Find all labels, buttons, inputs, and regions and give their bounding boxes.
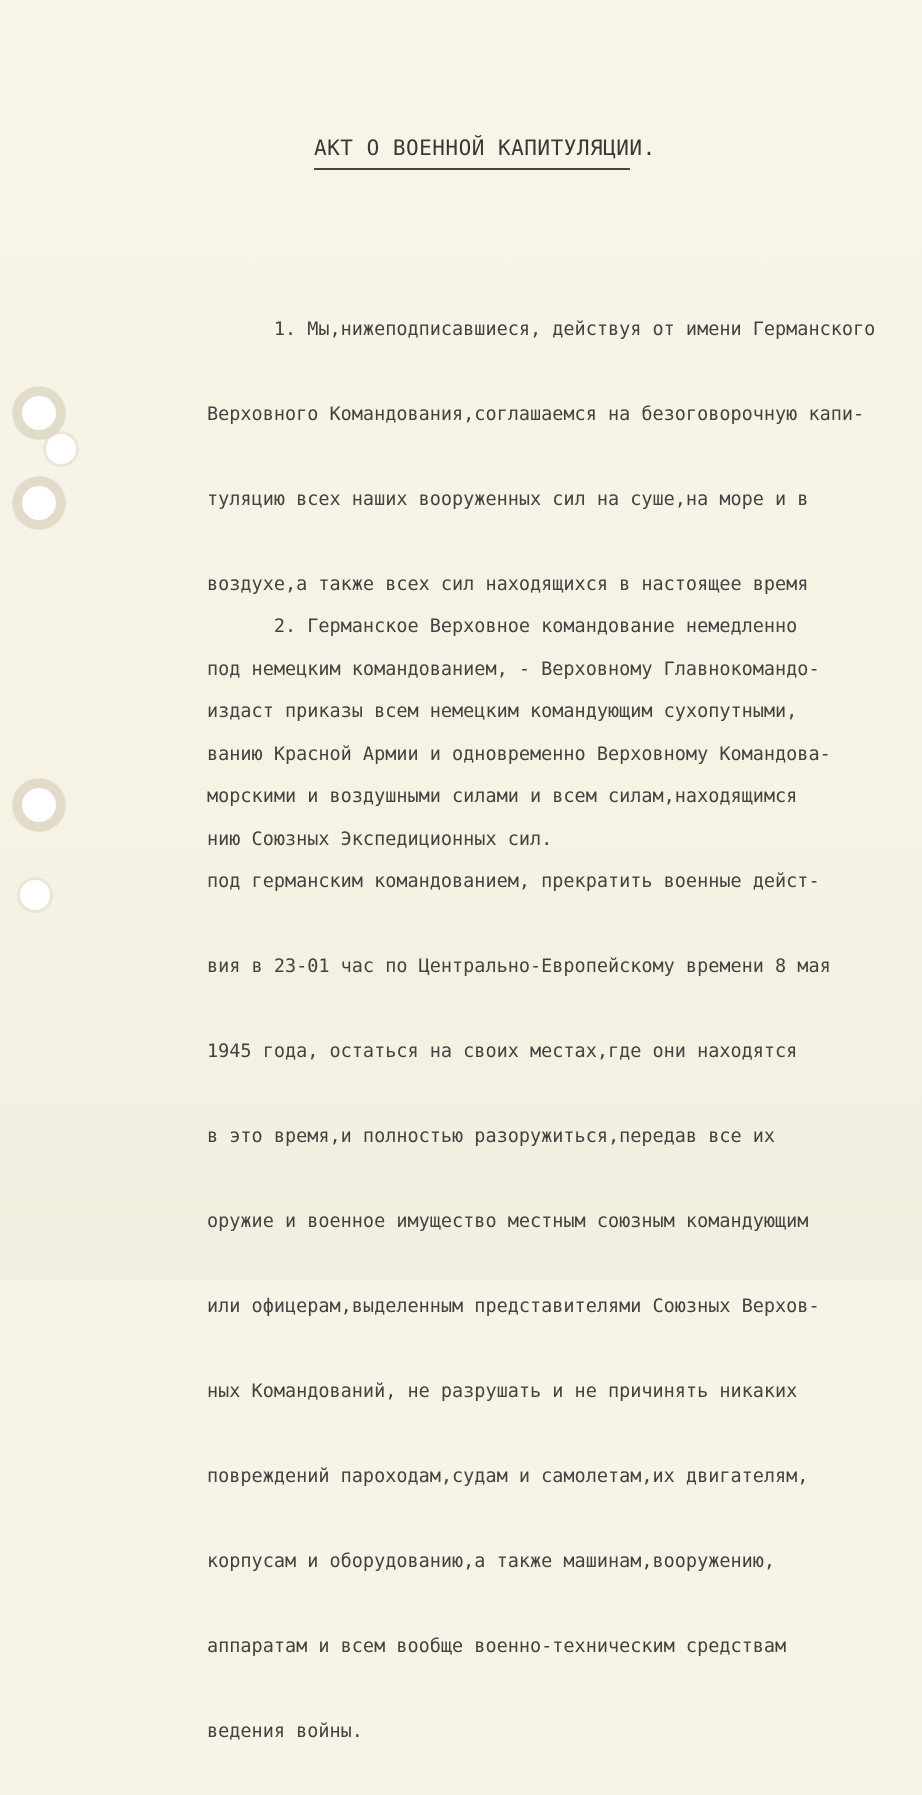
text-line: ведения войны.	[207, 1721, 363, 1742]
text-line: 1. Мы,нижеподписавшиеся, действуя от имени Германского	[207, 319, 876, 340]
title-underline	[314, 168, 630, 170]
text-line: ных Командований, не разрушать и не причинять никаких	[207, 1381, 798, 1402]
text-line: повреждений пароходам,судам и самолетам,их двигателям,	[207, 1466, 809, 1487]
punch-hole	[22, 486, 56, 520]
punch-hole	[20, 880, 50, 910]
text-line: 1945 года, остаться на своих местах,где они находятся	[207, 1041, 798, 1062]
text-line: аппаратам и всем вообще военно-техническим средствам	[207, 1636, 787, 1657]
text-line: оружие и военное имущество местным союзным командующим	[207, 1211, 809, 1232]
text-line: издаст приказы всем немецким командующим сухопутными,	[207, 701, 798, 722]
text-line: нию Союзных Экспедиционных сил.	[207, 829, 553, 850]
punch-hole	[22, 788, 56, 822]
punch-hole	[46, 434, 76, 464]
text-line: туляцию всех наших вооруженных сил на суше,на море и в	[207, 489, 809, 510]
text-line: вия в 23-01 час по Центрально-Европейскому времени 8 мая	[207, 956, 831, 977]
paragraph-2	[207, 563, 897, 1795]
text-line: Верховного Командования,соглашаемся на безоговорочную капи-	[207, 404, 865, 425]
text-line: в это время,и полностью разоружиться,передав все их	[207, 1126, 776, 1147]
text-line: корпусам и оборудованию,а также машинам,вооружению,	[207, 1551, 776, 1572]
text-line: ванию Красной Армии и одновременно Верховному Командова-	[207, 744, 831, 765]
text-line: под германским командованием, прекратить военные дейст-	[207, 871, 820, 892]
punch-hole	[22, 396, 56, 430]
text-line: морскими и воздушными силами и всем силам,находящимся	[207, 786, 798, 807]
text-line: под немецким командованием, - Верховному Главнокомандо-	[207, 659, 820, 680]
text-line: 2. Германское Верховное командование немедленно	[207, 616, 798, 637]
document-title: АКТ О ВОЕННОЙ КАПИТУЛЯЦИИ.	[314, 136, 656, 160]
text-line: воздухе,а также всех сил находящихся в настоящее время	[207, 574, 809, 595]
text-line: или офицерам,выделенным представителями Союзных Верхов-	[207, 1296, 820, 1317]
